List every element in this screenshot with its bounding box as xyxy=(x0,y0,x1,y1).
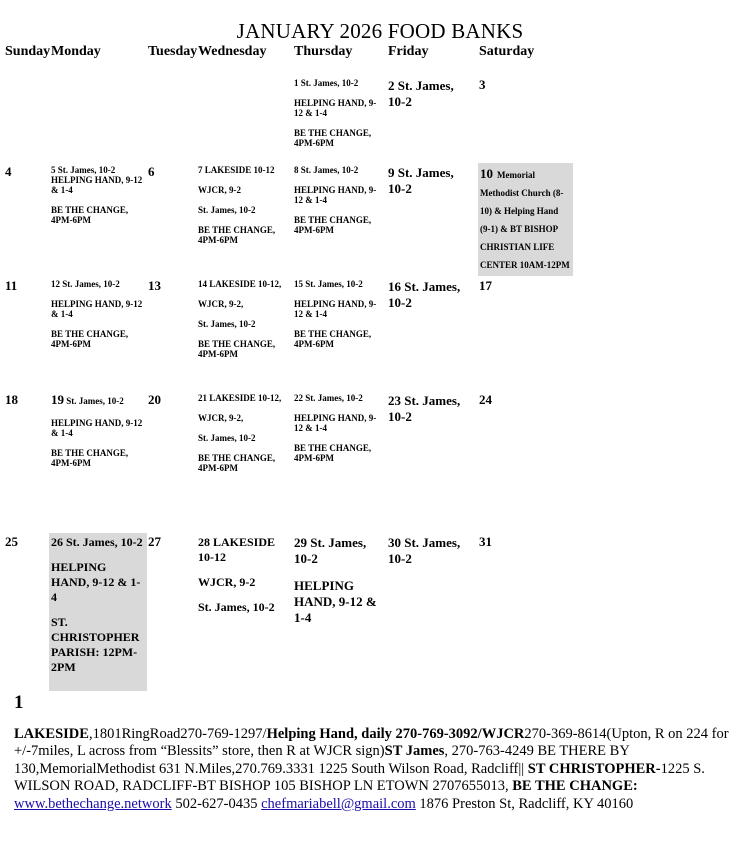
helping-hand-label: Helping Hand, daily 270-769-3092/WJCR xyxy=(266,726,525,742)
day-cell-jan-24: 24 xyxy=(479,392,492,407)
event-line: 26 St. James, 10-2 xyxy=(51,535,143,549)
event-line: WJCR, 9-2, xyxy=(198,413,244,424)
address: 1876 Preston St, Radcliff, KY 40160 xyxy=(415,795,634,812)
day-cell-jan-13: 13 xyxy=(148,278,161,293)
page-number: 1 xyxy=(14,692,24,713)
st-james-label: ST James xyxy=(384,743,445,760)
day-cell-jan-31: 31 xyxy=(479,534,492,549)
event-line: 29 St. James, 10-2 xyxy=(294,535,367,567)
day-cell-jan-25: 25 xyxy=(5,534,18,549)
day-cell-jan-30: 30 St. James, 10-2 xyxy=(388,535,461,567)
event-line: 22 St. James, 10-2 xyxy=(294,393,363,403)
email-link[interactable]: chefmariabell@gmail.com xyxy=(261,795,416,812)
event-line: HELPING HAND, 9-12 & 1-4 xyxy=(51,560,141,604)
event-line: Memorial Methodist Church (8-10) & Helping Hand (9-1) & BT BISHOP CHRISTIAN LIFE CENTER 10AM-12PM xyxy=(480,170,570,270)
event-line: HELPING HAND, 9-12 & 1-4 xyxy=(294,299,377,320)
day-cell-jan-1 xyxy=(294,78,382,148)
day-number: 19 xyxy=(51,392,64,407)
day-cell-jan-4: 4 xyxy=(5,164,12,179)
event-line: HELPING HAND, 9-12 & 1-4 xyxy=(294,413,377,434)
event-line: HELPING HAND, 9-12 & 1-4 xyxy=(51,299,143,320)
event-line: 8 St. James, 10-2 xyxy=(294,165,359,175)
event-line: HELPING HAND, 9-12 & 1-4 xyxy=(294,185,377,206)
day-cell-jan-8 xyxy=(294,165,382,235)
weekday-sunday: Sunday xyxy=(5,44,51,59)
st-christopher-info: 1225 S. WILSON ROAD, RADCLIFF-BT BISHOP 105 BISHOP LN ETOWN 2707655013, xyxy=(14,760,705,795)
day-cell-jan-18: 18 xyxy=(5,392,18,407)
event-line: WJCR, 9-2, xyxy=(198,299,244,310)
day-cell-jan-9: 9 St. James, 10-2 xyxy=(388,165,454,197)
event-line: 7 LAKESIDE 10-12 xyxy=(198,165,275,175)
day-cell-jan-14 xyxy=(198,279,290,359)
event-line: BE THE CHANGE, 4PM-6PM xyxy=(294,215,372,236)
weekday-monday: Monday xyxy=(51,44,101,59)
day-cell-jan-6: 6 xyxy=(148,164,155,179)
day-cell-jan-19 xyxy=(51,393,145,468)
event-line: St. James, 10-2 xyxy=(198,319,256,330)
day-cell-jan-23: 23 St. James, 10-2 xyxy=(388,393,461,425)
event-line: HELPING HAND, 9-12 & 1-4 xyxy=(294,577,377,625)
event-line: BE THE CHANGE, 4PM-6PM xyxy=(294,443,372,464)
event-line: 5 St. James, 10-2 xyxy=(51,165,116,175)
event-line: HELPING HAND, 9-12 & 1-4 xyxy=(51,417,143,438)
event-line: 1 St. James, 10-2 xyxy=(294,78,359,88)
location-directory xyxy=(14,726,742,813)
day-cell-jan-21 xyxy=(198,393,290,473)
day-cell-jan-7 xyxy=(198,165,288,245)
st-christopher-label: ST CHRISTOPHER- xyxy=(527,760,661,777)
day-cell-jan-28 xyxy=(198,535,290,615)
phone-number: 502-627-0435 xyxy=(171,795,262,812)
event-line: HELPING HAND, 9-12 & 1-4 xyxy=(294,98,377,119)
day-cell-jan-15 xyxy=(294,279,382,349)
event-line: St. James, 10-2 xyxy=(198,205,256,216)
day-cell-jan-3: 3 xyxy=(479,77,486,92)
event-line: St. James, 10-2 xyxy=(198,433,256,444)
day-cell-jan-2: 2 St. James, 10-2 xyxy=(388,78,454,110)
event-line: 21 LAKESIDE 10-12, xyxy=(198,393,282,403)
event-line: BE THE CHANGE, 4PM-6PM xyxy=(198,453,276,474)
day-cell-jan-29 xyxy=(294,535,382,626)
day-cell-jan-17: 17 xyxy=(479,278,492,293)
event-line: BE THE CHANGE, 4PM-6PM xyxy=(294,128,372,149)
event-line: WJCR, 9-2 xyxy=(198,185,241,196)
day-cell-jan-12 xyxy=(51,279,145,349)
event-line: BE THE CHANGE, 4PM-6PM xyxy=(51,205,129,226)
day-cell-jan-26 xyxy=(49,533,147,691)
day-cell-jan-11: 11 xyxy=(5,278,18,293)
event-line: BE THE CHANGE, 4PM-6PM xyxy=(198,339,276,360)
website-link[interactable]: www.bethechange.network xyxy=(14,795,172,812)
event-line: BE THE CHANGE, 4PM-6PM xyxy=(51,329,129,350)
lakeside-info: ,1801RingRoad270-769-1297/ xyxy=(88,726,267,742)
event-line: BE THE CHANGE, 4PM-6PM xyxy=(51,447,129,468)
event-line: 28 LAKESIDE 10-12 xyxy=(198,535,276,564)
event-line: St. James, 10-2 xyxy=(66,396,124,406)
weekday-friday: Friday xyxy=(388,44,429,59)
weekday-saturday: Saturday xyxy=(479,44,535,59)
event-line: 15 St. James, 10-2 xyxy=(294,279,363,289)
weekday-thursday: Thursday xyxy=(294,44,353,59)
day-cell-jan-10 xyxy=(478,163,573,276)
event-line: BE THE CHANGE, 4PM-6PM xyxy=(294,329,372,350)
event-line: ST. CHRISTOPHER PARISH: 12PM-2PM xyxy=(51,615,140,674)
day-cell-jan-27: 27 xyxy=(148,534,161,549)
st-james-info: , 270-763-4249 BE THERE BY 130,MemorialMethodist 631 N.Miles,270.769.3331 1225 South Wilson Road, Radcliff|| xyxy=(14,743,630,777)
event-line: 12 St. James, 10-2 xyxy=(51,279,120,289)
event-line: HELPING HAND, 9-12 & 1-4 xyxy=(51,175,143,196)
lakeside-label: LAKESIDE xyxy=(14,726,89,742)
page-title: JANUARY 2026 FOOD BANKS xyxy=(236,19,524,43)
day-cell-jan-5 xyxy=(51,165,145,225)
event-line: BE THE CHANGE, 4PM-6PM xyxy=(198,225,276,246)
wjcr-info: 270-369-8614(Upton, R on 224 for +/-7miles, L across from “Blessits” store, then R at WJCR sign) xyxy=(14,726,729,760)
day-number: 10 xyxy=(480,166,493,181)
be-the-change-label: BE THE CHANGE: xyxy=(512,778,638,795)
event-line: 14 LAKESIDE 10-12, xyxy=(198,279,282,289)
day-cell-jan-16: 16 St. James, 10-2 xyxy=(388,279,461,311)
weekday-tuesday: Tuesday xyxy=(148,44,198,59)
day-cell-jan-22 xyxy=(294,393,382,463)
event-line: St. James, 10-2 xyxy=(198,600,275,614)
event-line: WJCR, 9-2 xyxy=(198,575,256,589)
weekday-wednesday: Wednesday xyxy=(198,44,267,59)
day-cell-jan-20: 20 xyxy=(148,392,161,407)
